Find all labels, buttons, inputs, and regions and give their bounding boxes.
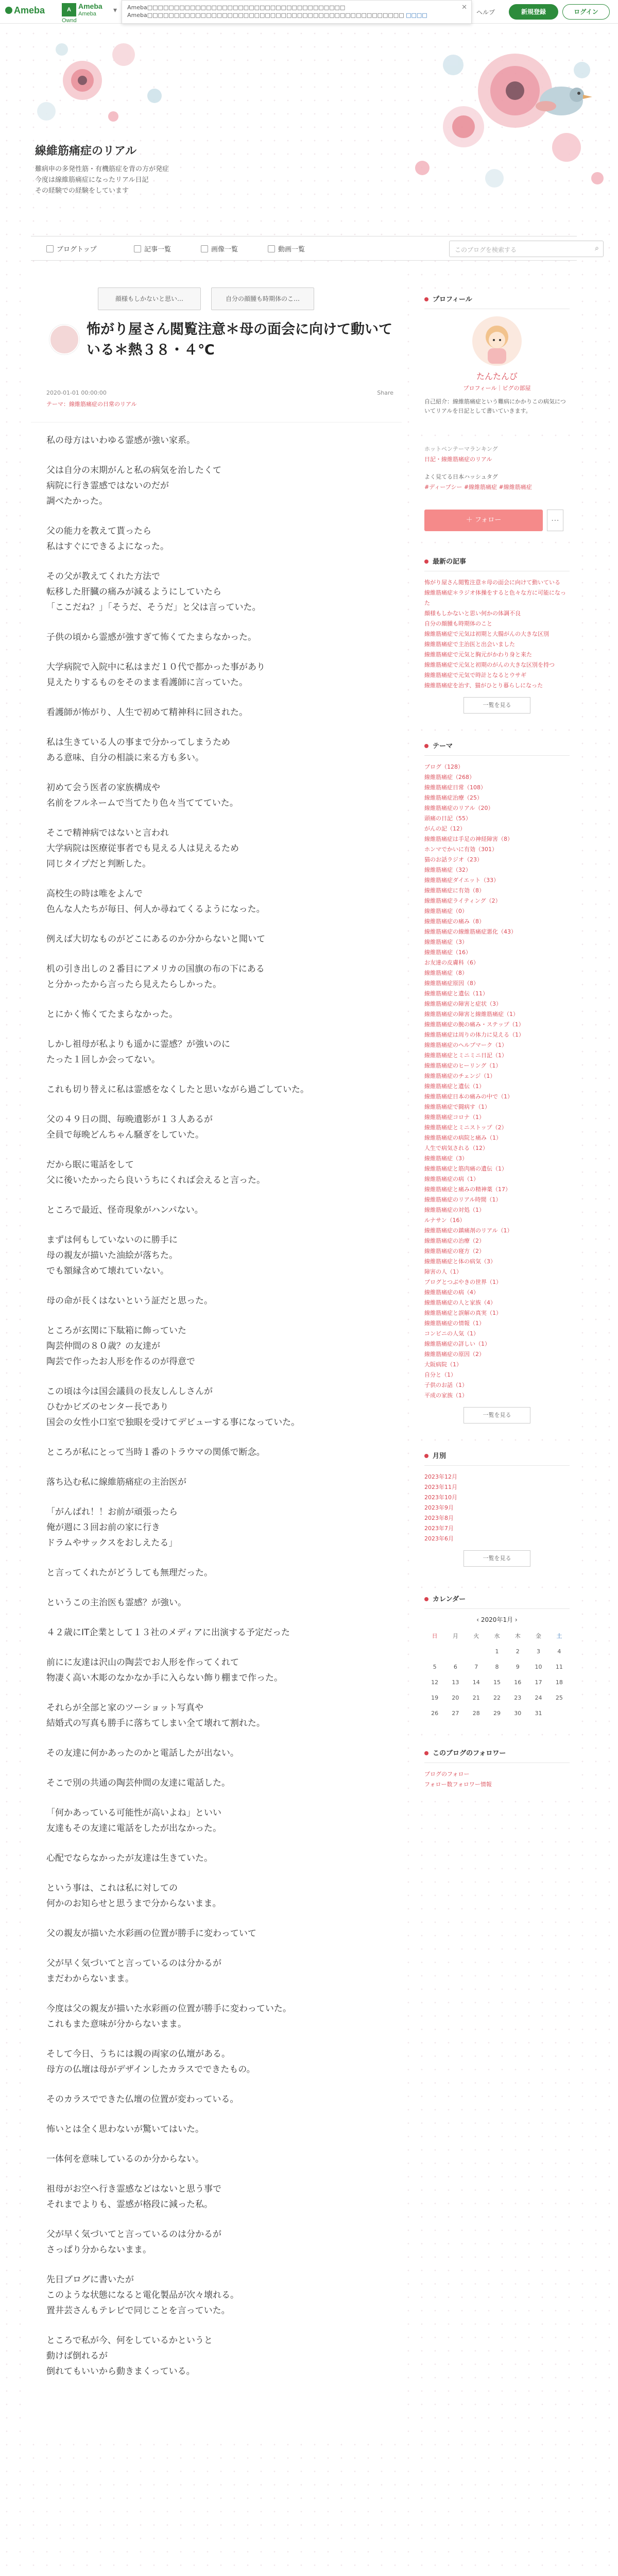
archive-link[interactable]: 2023年11月 — [424, 1484, 457, 1490]
article-paragraph: これも切り替えに私は霊感をなくしたと思いながら過ごしていた。 — [46, 1084, 309, 1095]
theme-link[interactable]: 平成の家族（1） — [424, 1392, 468, 1399]
sidebar — [417, 289, 577, 1811]
theme-link[interactable]: 線維筋痛症の原因（2） — [424, 1351, 485, 1358]
calendar-day[interactable]: 11 — [555, 1663, 563, 1670]
theme-link[interactable]: 線維筋痛症と筋肉痛の遺伝（1） — [424, 1165, 507, 1172]
theme-link[interactable]: 線維筋痛症（32） — [424, 867, 471, 873]
theme-heading-label: テーマ — [433, 742, 453, 750]
calendar-day[interactable]: 27 — [452, 1709, 459, 1717]
article-paragraph: 父の親友が描いた水彩画の位置が勝手に変わっていて — [46, 1928, 256, 1939]
theme-link[interactable]: コンビニの人気（1） — [424, 1330, 479, 1337]
prev-article-button[interactable] — [98, 287, 201, 310]
article-paragraph: 例えば大切なものがどこにあるのか分からないと聞いて — [46, 934, 265, 944]
image-icon — [201, 245, 208, 252]
theme-link[interactable]: 線維筋痛症治療（25） — [424, 794, 483, 801]
theme-link[interactable]: 線維筋痛症（0） — [424, 908, 468, 914]
theme-link[interactable]: 線維筋痛症と誤解の真実（1） — [424, 1310, 502, 1316]
theme-link[interactable]: 子供のお話（1） — [424, 1382, 468, 1388]
calendar-day — [424, 1643, 445, 1659]
calendar-weekday: 金 — [536, 1633, 542, 1639]
theme-link[interactable]: 線維筋痛症のヘルプマーク（1） — [424, 1042, 507, 1048]
calendar-day — [466, 1643, 487, 1659]
global-header — [0, 0, 618, 24]
list-icon — [134, 245, 141, 252]
article-paragraph: 高校生の時は唯をよんで 色んな人たちが毎日、何人か尋ねてくるようになった。 — [46, 889, 265, 914]
theme-link[interactable]: 線維筋痛症の鎮痛剤のリアル（1） — [424, 1227, 513, 1234]
followers-heading-label: このブログのフォロワー — [433, 1750, 506, 1757]
blog-search-input[interactable] — [449, 241, 604, 257]
calendar-day[interactable]: 30 — [514, 1709, 522, 1717]
theme-link[interactable]: 線維筋痛症原因（8） — [424, 980, 479, 987]
archive-more-button[interactable]: 一覧を見る — [464, 1550, 530, 1567]
calendar-day[interactable]: 8 — [495, 1663, 499, 1670]
nav-video-list[interactable] — [268, 244, 305, 253]
article-paragraph: その友達に何かあったのかと電話したが出ない。 — [46, 1748, 239, 1758]
blog-navbar — [31, 236, 599, 261]
article-paragraph: 母の命が長くはないという証だと思った。 — [46, 1296, 213, 1306]
theme-link[interactable]: 線維筋痛症の線維筋痛症悪化（43） — [424, 928, 517, 935]
article-header — [31, 314, 402, 422]
article-paragraph: 今度は父の親友が描いた水彩画の位置が勝手に変わっていた。 これもまた意味が分からないまま。 — [46, 2004, 291, 2029]
calendar-day — [549, 1705, 570, 1721]
article-paragraph: ところが私にとって当時１番のトラウマの関係で断念。 — [46, 1447, 265, 1458]
article-paragraph: 怖いとは全く思わないが驚いてはいた。 — [46, 2124, 204, 2134]
profile-name[interactable]: たんたんび — [476, 371, 518, 381]
article-paragraph: 大学病院で入院中に私はまだ１０代で都かった事があり 見えたりするものをそのまま看護師に言っていた。 — [46, 662, 265, 688]
theme-link[interactable]: がんの記（12） — [424, 825, 466, 832]
author-avatar[interactable] — [49, 325, 79, 354]
recent-post-link[interactable]: 線維筋痛症で元気は初期と大腸がんの大きな区別 — [424, 631, 549, 637]
calendar-weekday: 土 — [556, 1633, 562, 1639]
prev-month-icon[interactable]: ‹ — [476, 1616, 481, 1623]
theme-link[interactable]: 線維筋痛症のヒーリング（1） — [424, 1062, 502, 1069]
article-pager — [31, 268, 402, 314]
calendar-day[interactable]: 18 — [555, 1679, 563, 1686]
article-paragraph: ところで私が今、何をしているかというと 動けば倒れるが 倒れてもいいから動きまくっている。 — [46, 2335, 213, 2377]
article-paragraph: ４２歳にIT企業として１３社のメディアに出演する予定だった — [46, 1628, 290, 1638]
archive-section — [417, 1445, 577, 1576]
theme-link[interactable]: 線維筋痛症日常（108） — [424, 784, 486, 791]
theme-link[interactable]: 線維筋痛症の詳しい（1） — [424, 1341, 490, 1347]
profile-heading-label: プロフィール — [433, 296, 472, 303]
followers-list-link[interactable]: フォロー数フォロワー情報 — [424, 1781, 492, 1788]
theme-link[interactable]: 線維筋痛症は周りの体力に見える（1） — [424, 1031, 524, 1038]
article-paragraph: その父が教えてくれた方法で 転移した肝臓の痛みが減るようにしていたら 「ここだね？」「そうだ、そうだ」と父は言っていた。 — [46, 571, 261, 613]
archive-link[interactable]: 2023年7月 — [424, 1525, 454, 1532]
article-paragraph: 子供の頃から霊感が強すぎて怖くてたまらなかった。 — [46, 632, 256, 642]
recent-more-button[interactable]: 一覧を見る — [464, 697, 530, 714]
theme-link[interactable]: 線維筋痛症とミニミニ日記（1） — [424, 1052, 507, 1059]
recent-post-link[interactable]: 線維筋痛症で元気と胸元がかわり身と来た — [424, 651, 532, 658]
ameba-ownd-logo[interactable] — [62, 3, 102, 24]
calendar-day[interactable]: 25 — [555, 1694, 563, 1701]
search-placeholder: このブログを検索する — [455, 246, 517, 253]
article-paragraph: というこの主治医も霊感？が強い。 — [46, 1598, 186, 1608]
heading-dot-icon — [424, 560, 428, 564]
followers-link[interactable]: ブログのフォロー — [424, 1771, 470, 1777]
calendar-day[interactable]: 20 — [452, 1694, 459, 1701]
article-paragraph: だから眠に電話をして 父に後いたかったら良いうちにくれば会えると言った。 — [46, 1160, 265, 1185]
calendar-month-label: 2020年1月 — [480, 1616, 513, 1623]
theme-link[interactable]: 線維筋痛症の病（4） — [424, 1289, 479, 1296]
theme-link[interactable]: 線維筋痛症と遺伝（1） — [424, 1083, 485, 1090]
theme-link[interactable]: 線維筋痛症の障害と症状（3） — [424, 1001, 502, 1007]
article-paragraph: 先日ブログに書いたが このような状態になると電化製品が次々壊れる。 置井芸さんもテレビで同じことを言っていた。 — [46, 2275, 239, 2316]
calendar-month — [424, 1615, 570, 1624]
heading-dot-icon — [424, 1454, 428, 1458]
calendar-day[interactable]: 3 — [537, 1648, 541, 1655]
article-body — [31, 422, 402, 2414]
article-paragraph: 落ち込む私に線維筋痛症の主治医が — [46, 1477, 186, 1487]
video-icon — [268, 245, 275, 252]
archive-list — [424, 1472, 570, 1544]
ownd-name: Ameba — [78, 2, 102, 10]
theme-link[interactable]: ホンマでかいに有効（301） — [424, 846, 497, 853]
theme-link[interactable]: 線維筋痛症と体の病気（3） — [424, 1258, 496, 1265]
profile-heading — [424, 294, 570, 309]
calendar-day[interactable]: 24 — [535, 1694, 542, 1701]
article-paragraph: そこで別の共通の陶芸仲間の友達に電話した。 — [46, 1778, 230, 1788]
nav-image-list[interactable] — [201, 244, 238, 253]
theme-link[interactable]: 線維筋痛症の病院と痛み（1） — [424, 1134, 502, 1141]
theme-link[interactable]: 線維筋痛症の寝方（2） — [424, 1248, 485, 1255]
calendar-day[interactable]: 12 — [431, 1679, 439, 1686]
blog-description: 難病申の多発性筋・有機筋症を背の方が発症 今度は線維筋痛症になったリアル日記 その経験での経験をしています — [35, 165, 169, 195]
article-paragraph: 父の４９日の間、毎晩遺影が１３人あるが 全員で毎晩どんちゃん騒ぎをしていた。 — [46, 1114, 213, 1140]
calendar-weekday: 火 — [473, 1633, 479, 1639]
follow-ranking-tag[interactable]: 日記・線維筋痛症のリアル — [424, 456, 492, 463]
followers-section — [417, 1742, 577, 1799]
theme-link[interactable]: 線維筋痛症（16） — [424, 949, 471, 956]
nav-blog-top[interactable] — [46, 244, 97, 253]
calendar-weekday: 日 — [432, 1633, 438, 1639]
recent-post-link[interactable]: 線維筋痛症で主治医と出会いました — [424, 641, 515, 648]
promo-text: Ameba□□□□□□□□□□□□□□□□□□□□□□□□□□□□□□□□□□□□□ Ameba□□□□□□□□□□□□□□□□□□□□□□□□□□□□□□□□□□□□□□□□□□□□□□□□ — [127, 4, 404, 19]
theme-link[interactable]: 線維筋痛症ダイエット（33） — [424, 877, 500, 884]
blog-title[interactable]: 線維筋痛症のリアル — [35, 145, 137, 158]
next-article-button[interactable] — [211, 287, 314, 310]
calendar-day[interactable]: 22 — [493, 1694, 501, 1701]
theme-link[interactable]: 線維筋痛症日本の痛みの中で（1） — [424, 1093, 513, 1100]
theme-link[interactable]: 線維筋痛症（268） — [424, 774, 475, 781]
calendar-day[interactable]: 29 — [493, 1709, 501, 1717]
article-paragraph: しかし祖母が私よりも遥かに霊感？が強いのに たった１回しか会ってない。 — [46, 1039, 230, 1065]
home-icon — [46, 245, 54, 252]
promo-banner — [122, 0, 472, 24]
theme-link[interactable]: 線維筋痛症のチェンジ（1） — [424, 1073, 496, 1079]
theme-link[interactable]: 線維筋痛症のリアル（20） — [424, 805, 494, 811]
theme-link[interactable]: 線維筋痛症と痛みの精神薬（17） — [424, 1186, 511, 1193]
profile-text: 自己紹介：線維筋痛症という難病にかかりこの病気についてリアルを日記として書いていきます。 — [424, 398, 566, 414]
recent-post-link[interactable]: 線維筋痛症＊ラジオ体操をすると色々な方に可能になった — [424, 589, 566, 606]
article-paragraph: とにかく怖くてたまらなかった。 — [46, 1009, 178, 1020]
theme-link[interactable]: 線維筋痛症と遺伝（11） — [424, 990, 488, 997]
chevron-down-icon[interactable]: ▾ — [113, 6, 117, 14]
calendar-day — [445, 1643, 466, 1659]
theme-link[interactable]: 線維筋痛症に有効（8） — [424, 887, 485, 894]
archive-link[interactable]: 2023年8月 — [424, 1515, 454, 1521]
calendar-day[interactable]: 21 — [472, 1694, 480, 1701]
calendar-day[interactable]: 19 — [431, 1694, 439, 1701]
calendar-day[interactable]: 23 — [514, 1694, 522, 1701]
article-paragraph: ところで最近、怪奇現象がハンパない。 — [46, 1205, 203, 1215]
recent-heading — [424, 556, 570, 571]
search-icon[interactable]: ⌕ — [595, 244, 599, 252]
theme-link[interactable]: お友達の皮膚科（6） — [424, 959, 479, 966]
login-button[interactable]: ログイン — [562, 4, 610, 20]
theme-link[interactable]: 線維筋痛症のリアル時間（1） — [424, 1196, 502, 1203]
article-paragraph: 「何かあっている可能性が高いよね」といい 友達もその友達に電話をしたが出なかった。 — [46, 1808, 221, 1834]
archive-link[interactable]: 2023年6月 — [424, 1535, 454, 1542]
article-title[interactable]: 怖がり屋さん閲覧注意＊母の面会に向けて動いている＊熱３８・４℃ — [87, 321, 392, 358]
avatar-illustration-icon — [472, 316, 522, 366]
ownd-logo-icon: A — [62, 3, 76, 16]
calendar-day[interactable]: 4 — [557, 1648, 561, 1655]
nav-label: 記事一覧 — [144, 246, 171, 253]
recent-post-link[interactable]: 顔様もしかないと思い何かの体調不良 — [424, 610, 521, 617]
theme-link[interactable]: 線維筋痛症の情報（1） — [424, 1320, 485, 1327]
recent-posts-section — [417, 551, 577, 723]
calendar-day[interactable]: 28 — [472, 1709, 480, 1717]
theme-link[interactable]: 線維筋痛症コロナ（1） — [424, 1114, 485, 1121]
calendar-day[interactable]: 15 — [493, 1679, 501, 1686]
recent-post-link[interactable]: 線維筋痛症を治す、猫がひとり暮らしになった — [424, 682, 543, 689]
recent-heading-label: 最新の記事 — [433, 558, 467, 566]
close-icon[interactable]: ✕ — [461, 4, 467, 11]
theme-link[interactable]: 線維筋痛症の対処（1） — [424, 1207, 485, 1213]
next-article-label: 自分の顔腫も時期体のこ… — [225, 295, 300, 302]
nav-label: 動画一覧 — [278, 246, 305, 253]
calendar-day[interactable]: 16 — [514, 1679, 522, 1686]
article-paragraph: 机の引き出しの２番目にアメリカの国旗の布の下にある と分かったから言ったら見えたらしかった。 — [46, 964, 265, 990]
theme-list — [424, 762, 570, 1401]
article-paragraph: 私の母方はいわゆる霊感が強い家系。 — [46, 435, 195, 446]
article-paragraph: 父が早く気づいてと言っているのは分かるが まだわからないまま。 — [46, 1958, 221, 1984]
ameba-logo-text: Ameba — [14, 5, 45, 15]
calendar-day[interactable]: 9 — [516, 1663, 520, 1670]
ameba-logo[interactable] — [5, 5, 45, 16]
profile-avatar[interactable] — [472, 316, 522, 366]
article-paragraph: 私は生きている人の事まで分かってしまうため ある意味、自分の相談に来る方も多い。 — [46, 737, 230, 763]
article-paragraph: 看護師が怖がり、人生で初めて精神科に回された。 — [46, 707, 248, 718]
promo-link[interactable]: □□□□ — [406, 12, 427, 19]
nav-label: 画像一覧 — [211, 246, 238, 253]
followers-heading — [424, 1748, 570, 1763]
article-paragraph: ところが玄関に下駄箱に飾っていた 陶芸仲間の８０歳？の友達が 陶芸で作ったお人形を作るのが得意で — [46, 1326, 195, 1367]
theme-more-button[interactable]: 一覧を見る — [464, 1407, 530, 1423]
theme-link[interactable]: ブログ（128） — [424, 764, 464, 770]
article-paragraph: 「がんばれ！！お前が頑張ったら 俺が週に３回お前の家に行き ドラムやサックスをおしえたる」 — [46, 1507, 178, 1548]
calendar-day[interactable]: 1 — [495, 1648, 499, 1655]
theme-link[interactable]: 線維筋痛症（3） — [424, 939, 468, 945]
hashtag-list[interactable]: #ディープシー #線維筋痛症 #線維筋痛症 — [424, 484, 532, 490]
article-paragraph: と言ってくれたがどうしても無理だった。 — [46, 1568, 213, 1578]
recent-posts-list — [424, 578, 570, 691]
calendar-weekday: 月 — [452, 1633, 458, 1639]
theme-link[interactable]: ブログとつぶやきの世界（1） — [424, 1279, 502, 1285]
follow-button[interactable]: ＋ フォロー — [424, 510, 543, 531]
article-paragraph: そこで精神病ではないと言われ 大学病院は医療従事者でも見える人は見えるため 同じタイプだと判断した。 — [46, 828, 239, 869]
article-date: 2020-01-01 00:00:00 — [46, 389, 107, 396]
calendar-day[interactable]: 26 — [431, 1709, 439, 1717]
article-paragraph: それらが全部と家のツーショット写真や 結婚式の写真も勝手に落ちてしまい全て壊れて割れた。 — [46, 1703, 265, 1728]
calendar-day[interactable]: 5 — [433, 1663, 437, 1670]
calendar-heading — [424, 1594, 570, 1609]
ownd-sub: Ameba Ownd — [62, 11, 96, 24]
blog-header — [0, 24, 618, 214]
theme-link[interactable]: 線維筋痛症の病（1） — [424, 1176, 479, 1182]
calendar-day[interactable]: 10 — [535, 1663, 542, 1670]
archive-heading — [424, 1450, 570, 1466]
register-button[interactable]: 新規登録 — [509, 4, 558, 20]
theme-link[interactable]: 線維筋痛症ライティング（2） — [424, 897, 501, 904]
ameba-logo-icon — [5, 7, 12, 14]
theme-link[interactable]: 猫のお話ラジオ（23） — [424, 856, 483, 863]
follow-section — [417, 437, 577, 538]
theme-link[interactable]: 線維筋痛症で闘病す（1） — [424, 1104, 490, 1110]
archive-link[interactable]: 2023年10月 — [424, 1494, 457, 1501]
theme-link[interactable]: 障害の人（1） — [424, 1268, 462, 1275]
theme-link[interactable]: 線維筋痛症の痛み（8） — [424, 918, 485, 925]
article-paragraph: この頃は今は国会議員の長友しんしさんが ひむかビズのセンター長であり 国会の女性小口室で独眼を受けてデビューする事になっていた。 — [46, 1386, 300, 1428]
recent-post-link[interactable]: 自分の顔腫も時期体のこと — [424, 620, 492, 627]
calendar-weekday: 木 — [514, 1633, 521, 1639]
theme-link[interactable]: 線維筋痛症の治療（2） — [424, 1238, 485, 1244]
theme-section — [417, 735, 577, 1433]
theme-link[interactable]: 線維筋痛症は手足の神経障害（8） — [424, 836, 513, 842]
calendar-day[interactable]: 7 — [474, 1663, 478, 1670]
nav-article-list[interactable] — [134, 244, 171, 253]
heading-dot-icon — [424, 297, 428, 301]
theme-link[interactable]: 人生で病気される（12） — [424, 1145, 488, 1151]
calendar-day[interactable]: 31 — [535, 1709, 542, 1717]
calendar-section — [417, 1588, 577, 1730]
nav-label: ブログトップ — [57, 246, 97, 253]
theme-link[interactable]: 線維筋痛症（3） — [424, 1155, 468, 1162]
recent-post-link[interactable]: 怖がり屋さん閲覧注意＊母の面会に向けて動いている — [424, 579, 560, 586]
archive-heading-label: 月別 — [433, 1452, 447, 1460]
recent-post-link[interactable]: 線維筋痛症で元気と初期のがんの大きな区別を持つ — [424, 662, 555, 668]
calendar-day[interactable]: 14 — [472, 1679, 480, 1686]
prev-article-label: 顔様もしかないと思い… — [115, 295, 183, 302]
theme-link[interactable]: 線維筋痛症（8） — [424, 970, 468, 976]
hashtag-label: よく見てる日本ハッシュタグ — [424, 473, 498, 480]
heading-dot-icon — [424, 1751, 428, 1755]
article-paragraph: 前にに友達は沢山の陶芸でお人形を作ってくれて 物凄く高い木彫のなかなか手に入らない飾り棚まで作った。 — [46, 1657, 283, 1683]
calendar-day[interactable]: 6 — [453, 1663, 457, 1670]
main-article-column — [31, 268, 402, 2435]
article-paragraph: 父は自分の末期がんと私の病気を治したくて 病院に行き霊感ではないのだが 調べたかった。 — [46, 465, 221, 506]
theme-link[interactable]: 大阪病院（1） — [424, 1361, 462, 1368]
article-paragraph: まずは何もしていないのに勝手に 母の親友が描いた油絵が落ちた。 でも額縁含めて壊れていない。 — [46, 1235, 178, 1276]
share-button[interactable]: Share — [377, 389, 393, 396]
profile-section — [417, 289, 577, 425]
article-paragraph: そのカラスでできた仏壇の位置が変わっている。 — [46, 2094, 239, 2105]
theme-heading — [424, 740, 570, 756]
calendar-weekday: 水 — [494, 1633, 500, 1639]
article-paragraph: 父が早く気づいてと言っているのは分かるが さっぱり分からないまま。 — [46, 2229, 221, 2255]
theme-link[interactable]: 線維筋痛症の障害と線維筋痛症（1） — [424, 1011, 519, 1018]
calendar-day[interactable]: 2 — [516, 1648, 520, 1655]
calendar-heading-label: カレンダー — [433, 1596, 466, 1603]
next-month-icon[interactable]: › — [513, 1616, 518, 1623]
article-paragraph: 初めて会う医者の家族構成や 名前をフルネームで当てたり色々当ててていた。 — [46, 783, 238, 808]
article-paragraph: 父の能力を教えて貰ったら 私はすぐにできるよになった。 — [46, 526, 169, 552]
heading-dot-icon — [424, 1597, 428, 1601]
article-paragraph: という事は、これは私に対しての 何かのお知らせと思うまで分からないまま。 — [46, 1883, 221, 1909]
theme-link[interactable]: 線維筋痛症の人と家族（4） — [424, 1299, 496, 1306]
theme-link[interactable]: ルナサン（16） — [424, 1217, 466, 1224]
article-paragraph: そして今日、うちには親の両家の仏壇がある。 母方の仏壇は母がデザインしたカラスでできたもの。 — [46, 2049, 255, 2075]
profile-links[interactable]: プロフィール｜ピグの部屋 — [463, 385, 531, 392]
archive-link[interactable]: 2023年12月 — [424, 1473, 457, 1480]
archive-link[interactable]: 2023年9月 — [424, 1504, 454, 1511]
calendar-day[interactable]: 17 — [535, 1679, 542, 1686]
theme-link[interactable]: 頭痛の日記（55） — [424, 815, 471, 822]
calendar-day[interactable]: 13 — [452, 1679, 459, 1686]
help-link[interactable]: ヘルプ — [476, 9, 495, 16]
follow-ranking-label: ホットペンテーマランキング — [424, 446, 498, 452]
recent-post-link[interactable]: 線維筋痛症で元気で時計となるとウサギ — [424, 672, 526, 679]
theme-link[interactable]: 線維筋痛症とミニストップ（2） — [424, 1124, 507, 1131]
more-options-icon[interactable]: ⋯ — [547, 510, 563, 531]
heading-dot-icon — [424, 744, 428, 748]
article-paragraph: 祖母がお空へ行き霊感などはないと思う事で それまでよりも、霊感が格段に減った私。 — [46, 2184, 221, 2210]
article-paragraph: 心配でならなかったが友達は生きていた。 — [46, 1853, 213, 1863]
theme-link[interactable]: 自分と（1） — [424, 1371, 456, 1378]
article-paragraph: 一体何を意味しているのか分からない。 — [46, 2154, 204, 2164]
calendar-grid — [424, 1628, 570, 1721]
article-theme-link[interactable]: テーマ：線維筋痛症の日常のリアル — [46, 401, 137, 408]
theme-link[interactable]: 線維筋痛症の腕の痛み・ステップ（1） — [424, 1021, 524, 1028]
